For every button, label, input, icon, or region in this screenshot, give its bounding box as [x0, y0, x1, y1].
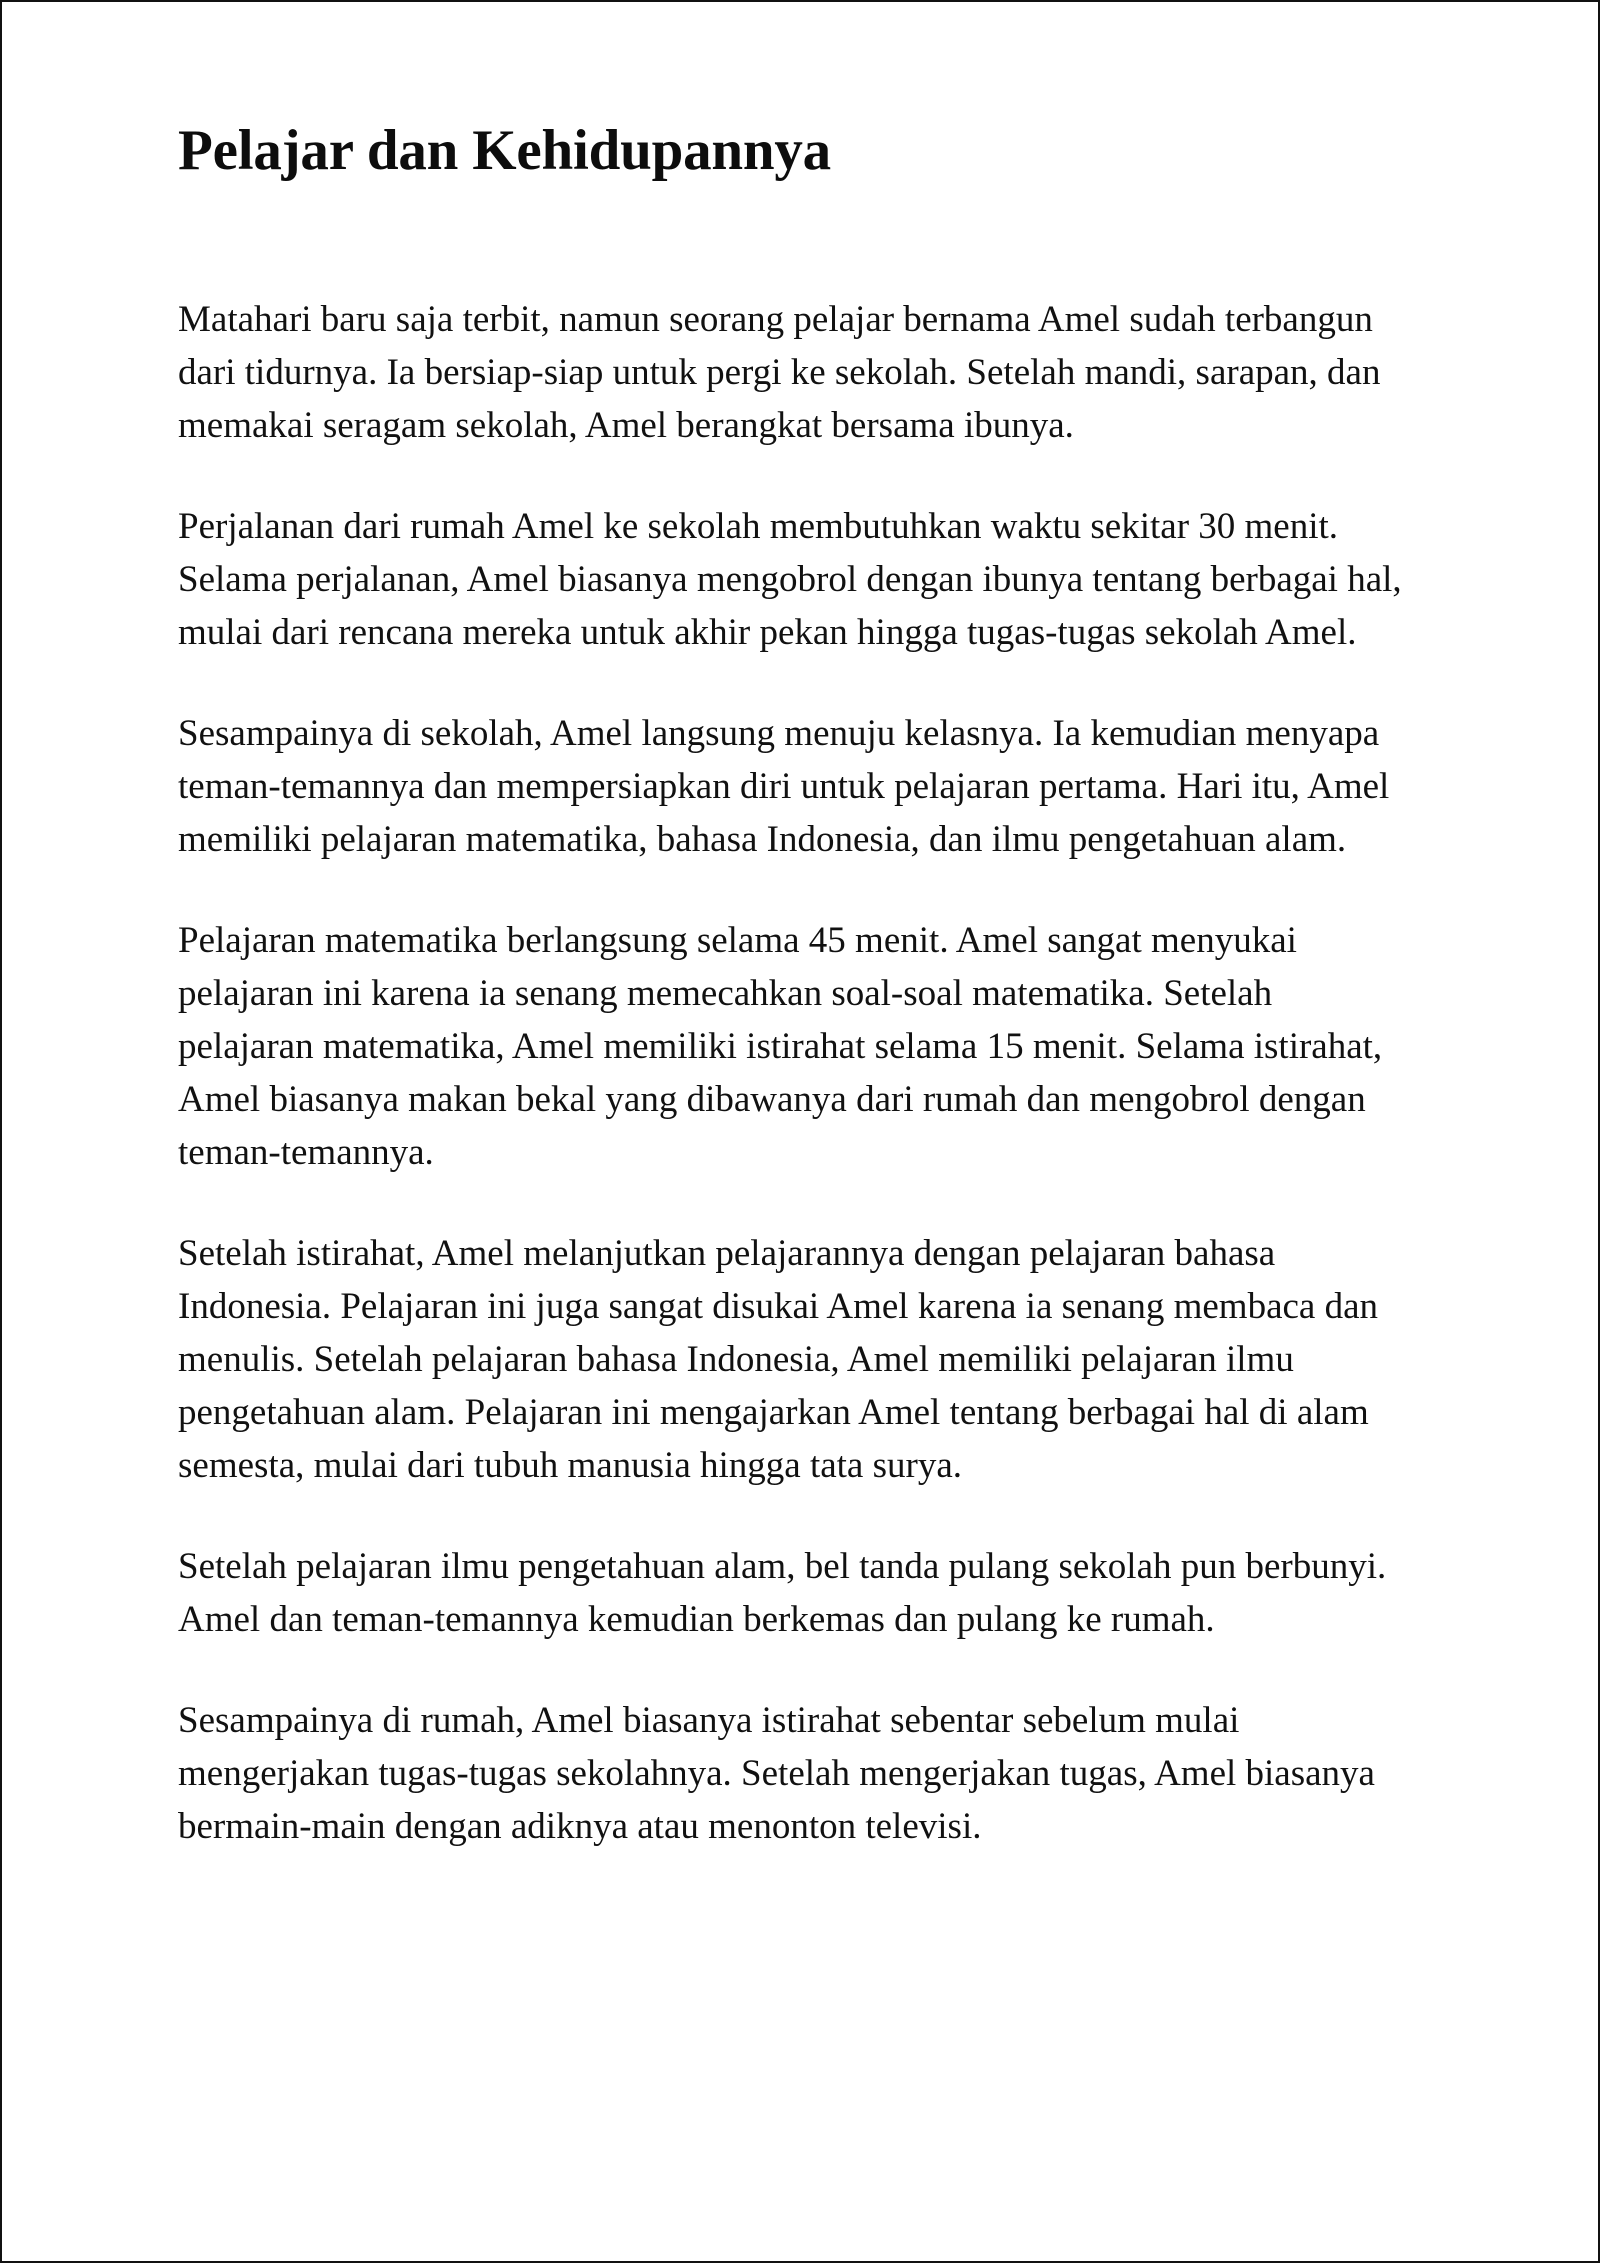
paragraph: Pelajaran matematika berlangsung selama 45 menit. Amel sangat menyukai pelajaran ini karena ia senang memecahkan soal-soal matematika. Setelah pelajaran matematika, Amel memiliki istirahat selama 15 menit. Selama istirahat, Amel biasanya makan bekal yang dibawanya dari rumah dan mengobrol dengan teman-temannya. [178, 919, 1383, 1173]
page-title: Pelajar dan Kehidupannya [178, 119, 831, 182]
paragraph: Sesampainya di rumah, Amel biasanya istirahat sebentar sebelum mulai mengerjakan tugas-tugas sekolahnya. Setelah mengerjakan tugas, Amel biasanya bermain-main dengan adiknya atau menonton televisi. [178, 1699, 1375, 1847]
paragraph: Setelah pelajaran ilmu pengetahuan alam, bel tanda pulang sekolah pun berbunyi. Amel dan teman-temannya kemudian berkemas dan pulang ke rumah. [178, 1545, 1387, 1640]
paragraph: Matahari baru saja terbit, namun seorang pelajar bernama Amel sudah terbangun dari tidurnya. Ia bersiap-siap untuk pergi ke sekolah. Setelah mandi, sarapan, dan memakai seragam sekolah, Amel berangkat bersama ibunya. [178, 298, 1381, 446]
paragraph: Setelah istirahat, Amel melanjutkan pelajarannya dengan pelajaran bahasa Indonesia. Pelajaran ini juga sangat disukai Amel karena ia senang membaca dan menulis. Setelah pelajaran bahasa Indonesia, Amel memiliki pelajaran ilmu pengetahuan alam. Pelajaran ini mengajarkan Amel tentang berbagai hal di alam semesta, mulai dari tubuh manusia hingga tata surya. [178, 1232, 1379, 1486]
paragraph: Sesampainya di sekolah, Amel langsung menuju kelasnya. Ia kemudian menyapa teman-temannya dan mempersiapkan diri untuk pelajaran pertama. Hari itu, Amel memiliki pelajaran matematika, bahasa Indonesia, dan ilmu pengetahuan alam. [178, 712, 1390, 860]
document-body [178, 293, 1403, 1853]
paragraph: Perjalanan dari rumah Amel ke sekolah membutuhkan waktu sekitar 30 menit. Selama perjalanan, Amel biasanya mengobrol dengan ibunya tentang berbagai hal, mulai dari rencana mereka untuk akhir pekan hingga tugas-tugas sekolah Amel. [178, 505, 1402, 653]
document-content [178, 2, 1403, 1853]
